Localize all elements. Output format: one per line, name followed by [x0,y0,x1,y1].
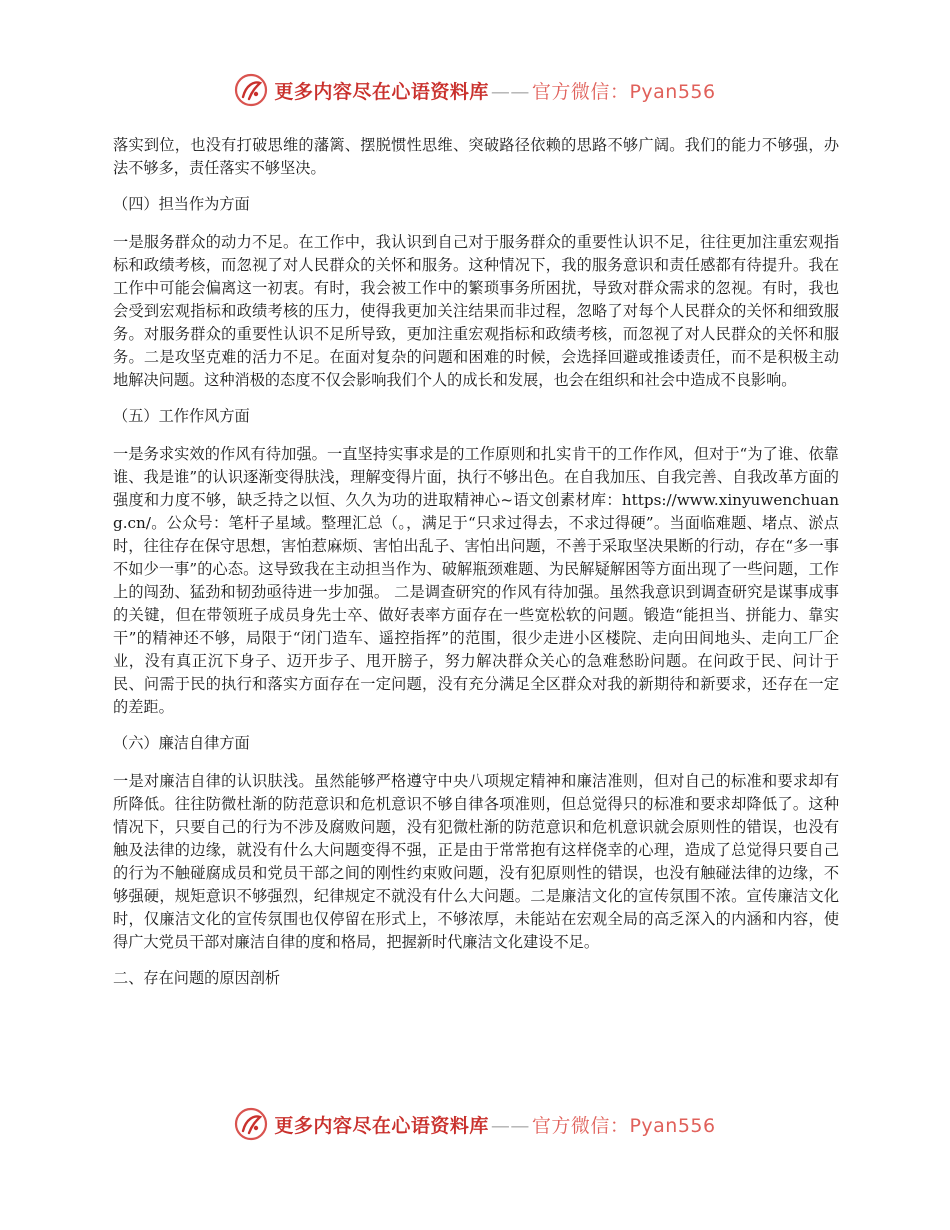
section-heading: （四）担当作为方面 [113,195,250,213]
body-paragraph: 一是服务群众的动力不足。在工作中，我认识到自己对于服务群众的重要性认识不足，往往更加注重宏观指标和政绩考核，而忽视了对人民群众的关怀和服务。这种情况下，我的服务意识和责任感都有待提升。我在工作中可能会偏离这一初衷。有时，我会被工作中的繁琐事务所困扰，导致对群众需求的忽视。有时，我也会受到宏观指标和政绩考核的压力，使得我更加关注结果而非过程，忽略了对每个人民群众的关怀和细致服务。对服务群众的重要性认识不足所导致，更加注重宏观指标和政绩考核，而忽视了对人民群众的关怀和服务。二是攻坚克难的活力不足。在面对复杂的问题和困难的时候，会选择回避或推诿责任，而不是积极主动地解决问题。这种消极的态度不仅会影响我们个人的成长和发展，也会在组织和社会中造成不良影响。 [113,233,839,389]
document-body [113,134,839,990]
footer-watermark-banner [0,1104,950,1144]
banner-text: 更多内容尽在心语资料库 —— 官方微信：Pyan556 [274,80,716,103]
seal-logo-icon [234,1107,268,1141]
body-paragraph: 一是务求实效的作风有待加强。一直坚持实事求是的工作原则和扎实肯干的工作作风，但对于“为了谁、依靠谁、我是谁”的认识逐渐变得肤浅，理解变得片面，执行不够出色。在自我加压、自我完善、自我改革方面的强度和力度不够，缺乏持之以恒、久久为功的进取精神心~语文创素材库：https://www.xinyuwenchuang.cn/。公众号：笔杆子星域。整理汇总（。，满足于“只求过得去，不求过得硬”。当面临难题、堵点、淤点时，往往存在保守思想，害怕惹麻烦、害怕出乱子、害怕出问题，不善于采取坚决果断的行动，存在“多一事不如少一事”的心态。这导致我在主动担当作为、破解瓶颈难题、为民解疑解困等方面出现了一些问题，工作上的闯劲、猛劲和韧劲亟待进一步加强。 二是调查研究的作风有待加强。虽然我意识到调查研究是谋事成事的关键，但在带领班子成员身先士卒、做好表率方面存在一些宽松软的问题。锻造“能担当、拼能力、靠实干”的精神还不够，局限于“闭门造车、遥控指挥”的范围，很少走进小区楼院、走向田间地头、走向工厂企业，没有真正沉下身子、迈开步子、甩开膀子，努力解决群众关心的急难愁盼问题。在问政于民、问计于民、问需于民的执行和落实方面存在一定问题，没有充分满足全区群众对我的新期待和新要求，还存在一定的差距。 [113,445,839,716]
body-paragraph: 一是对廉洁自律的认识肤浅。虽然能够严格遵守中央八项规定精神和廉洁准则，但对自己的标准和要求却有所降低。往往防微杜渐的防范意识和危机意识不够自律各项准则，但总觉得只的标准和要求却降低了。这种情况下，只要自己的行为不涉及腐败问题，没有犯微杜渐的防范意识和危机意识就会原则性的错误，也没有触及法律的边缘，就没有什么大问题变得不强，正是由于常常抱有这样侥幸的心理，造成了总觉得只要自己的行为不触碰腐成员和党员干部之间的刚性约束败问题，没有犯原则性的错误，也没有触碰法律的边缘，不够强硬，规矩意识不够强烈，纪律规定不就没有什么大问题。二是廉洁文化的宣传氛围不浓。宣传廉洁文化时，仅廉洁文化的宣传氛围也仅停留在形式上，不够浓厚，未能站在宏观全局的高乏深入的内涵和内容，使得广大党员干部对廉洁自律的度和格局，把握新时代廉洁文化建设不足。 [113,772,839,951]
section-heading: （六）廉洁自律方面 [113,734,250,752]
section-heading: 二、存在问题的原因剖析 [113,969,281,987]
banner-text: 更多内容尽在心语资料库 —— 官方微信：Pyan556 [274,1114,716,1137]
body-paragraph: 落实到位，也没有打破思维的藩篱、摆脱惯性思维、突破路径依赖的思路不够广阔。我们的能力不够强，办法不够多，责任落实不够坚决。 [113,136,839,177]
seal-logo-icon [234,73,268,107]
header-watermark-banner [0,70,950,110]
section-heading: （五）工作作风方面 [113,407,250,425]
